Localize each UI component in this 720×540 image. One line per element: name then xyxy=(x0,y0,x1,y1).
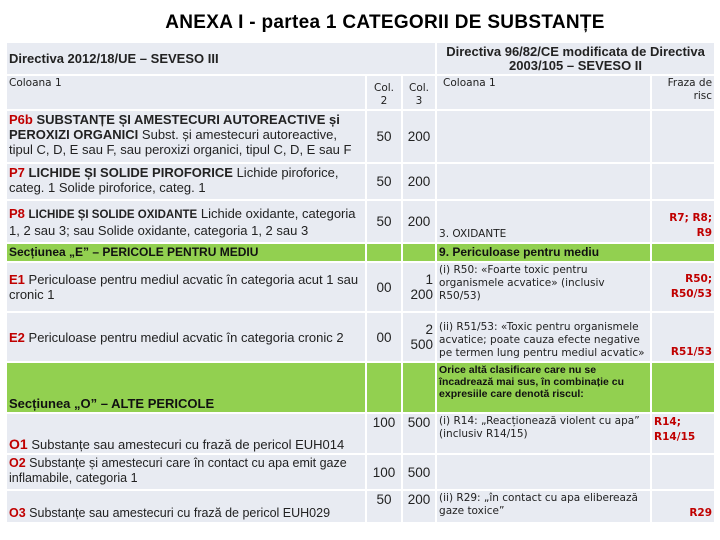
row-code: E2 xyxy=(9,329,25,345)
row-code: P6b xyxy=(9,112,33,127)
section-row xyxy=(7,244,714,261)
col5-header: Fraza de risc xyxy=(652,76,714,109)
table-row xyxy=(7,201,714,242)
row-risk: R51/53 xyxy=(652,313,714,361)
row-desc: Substanțe sau amestecuri cu frază de pericol EUH014 xyxy=(31,437,345,452)
row-title: LICHIDE ȘI SOLIDE PIROFORICE xyxy=(28,165,233,180)
row-col2: 100 xyxy=(367,414,401,453)
row-col2: 100 xyxy=(367,455,401,489)
row-col3: 200 xyxy=(403,111,435,162)
section-right-title: 9. Periculoase pentru mediu xyxy=(437,244,650,261)
row-col2: 00 xyxy=(367,263,401,311)
row-col4: (i) R50: «Foarte toxic pentru organismele acvatice» (inclusiv R50/53) xyxy=(437,263,650,311)
row-risk: R50; R50/53 xyxy=(652,263,714,311)
table-row xyxy=(7,313,714,361)
row-code: O2 xyxy=(9,456,26,470)
row-col2: 00 xyxy=(367,313,401,361)
row-risk: R7; R8; R9 xyxy=(652,201,714,242)
col1-header: Coloana 1 xyxy=(7,76,365,109)
page-title: ANEXA I - partea 1 CATEGORII DE SUBSTANȚE xyxy=(165,12,605,33)
section-right-title: Orice altă clasificare care nu se încadrează mai sus, în combinație cu expresiile care denotă riscul: xyxy=(437,363,650,412)
table-row xyxy=(7,455,714,489)
row-col2: 50 xyxy=(367,164,401,199)
row-code: O1 xyxy=(9,436,28,452)
substance-table xyxy=(5,41,716,524)
left-directive-header: Directiva 2012/18/UE – SEVESO III xyxy=(7,43,435,74)
row-col4: 3. OXIDANTE xyxy=(437,201,650,242)
row-col2: 50 xyxy=(367,201,401,242)
row-desc: Lichide oxidante, categoria 1, 2 sau 3; sau Solide oxidante, categoria 1, 2 sau 3 xyxy=(9,205,356,238)
row-desc: Substanțe și amestecuri care în contact cu apa emit gaze inflamabile, categoria 1 xyxy=(9,456,347,485)
row-desc: Lichide piroforice, categ. 1 Solide piroforice, categ. 1 xyxy=(9,165,339,195)
col3-header: Col. 3 xyxy=(403,76,435,109)
row-code: E1 xyxy=(9,272,25,287)
row-col3: 200 xyxy=(403,491,435,522)
row-code: P7 xyxy=(9,165,25,180)
row-col2: 50 xyxy=(367,491,401,522)
row-col3: 200 xyxy=(403,201,435,242)
row-col4: (ii) R51/53: «Toxic pentru organismele acvatice; poate cauza efecte negative pe termen lung pentru mediul acvatic» xyxy=(437,313,650,361)
row-col3: 500 xyxy=(403,414,435,453)
col2-header: Col. 2 xyxy=(367,76,401,109)
row-desc: Periculoase pentru mediul acvatic în categoria acut 1 sau cronic 1 xyxy=(9,272,359,302)
row-code: O3 xyxy=(9,506,26,520)
row-risk: R14; R14/15 xyxy=(652,414,714,453)
section-title: Secțiunea „O” – ALTE PERICOLE xyxy=(7,363,365,412)
table-row xyxy=(7,164,714,199)
row-col4: (i) R14: „Reacționează violent cu apa” (inclusiv R14/15) xyxy=(437,414,650,453)
table-row xyxy=(7,111,714,162)
col4-header: Coloana 1 xyxy=(437,76,650,109)
row-desc: Subst. și amestecuri autoreactive, tipul C, D, E sau F, sau peroxizi organici, tipul C, D, E sau F xyxy=(9,127,352,157)
row-desc: Substanțe sau amestecuri cu frază de pericol EUH029 xyxy=(29,506,331,520)
section-title: Secțiunea „E” – PERICOLE PENTRU MEDIU xyxy=(7,244,365,261)
section-row xyxy=(7,363,714,412)
row-code: P8 xyxy=(9,205,25,221)
row-col3: 1 200 xyxy=(403,263,435,311)
row-col3: 2 500 xyxy=(403,313,435,361)
table-row xyxy=(7,491,714,522)
row-desc: Periculoase pentru mediul acvatic în categoria cronic 2 xyxy=(28,329,344,345)
row-col3: 500 xyxy=(403,455,435,489)
row-risk: R29 xyxy=(652,491,714,522)
row-col4: (ii) R29: „în contact cu apa eliberează gaze toxice” xyxy=(437,491,650,522)
row-title: SUBSTANȚE ȘI AMESTECURI AUTOREACTIVE și PEROXIZI ORGANICI xyxy=(9,112,340,142)
row-col3: 200 xyxy=(403,164,435,199)
right-directive-header: Directiva 96/82/CE modificata de Directiva 2003/105 – SEVESO II xyxy=(437,43,714,74)
table-row xyxy=(7,414,714,453)
row-title: LICHIDE ȘI SOLIDE OXIDANTE xyxy=(28,208,198,221)
table-row xyxy=(7,263,714,311)
row-col2: 50 xyxy=(367,111,401,162)
